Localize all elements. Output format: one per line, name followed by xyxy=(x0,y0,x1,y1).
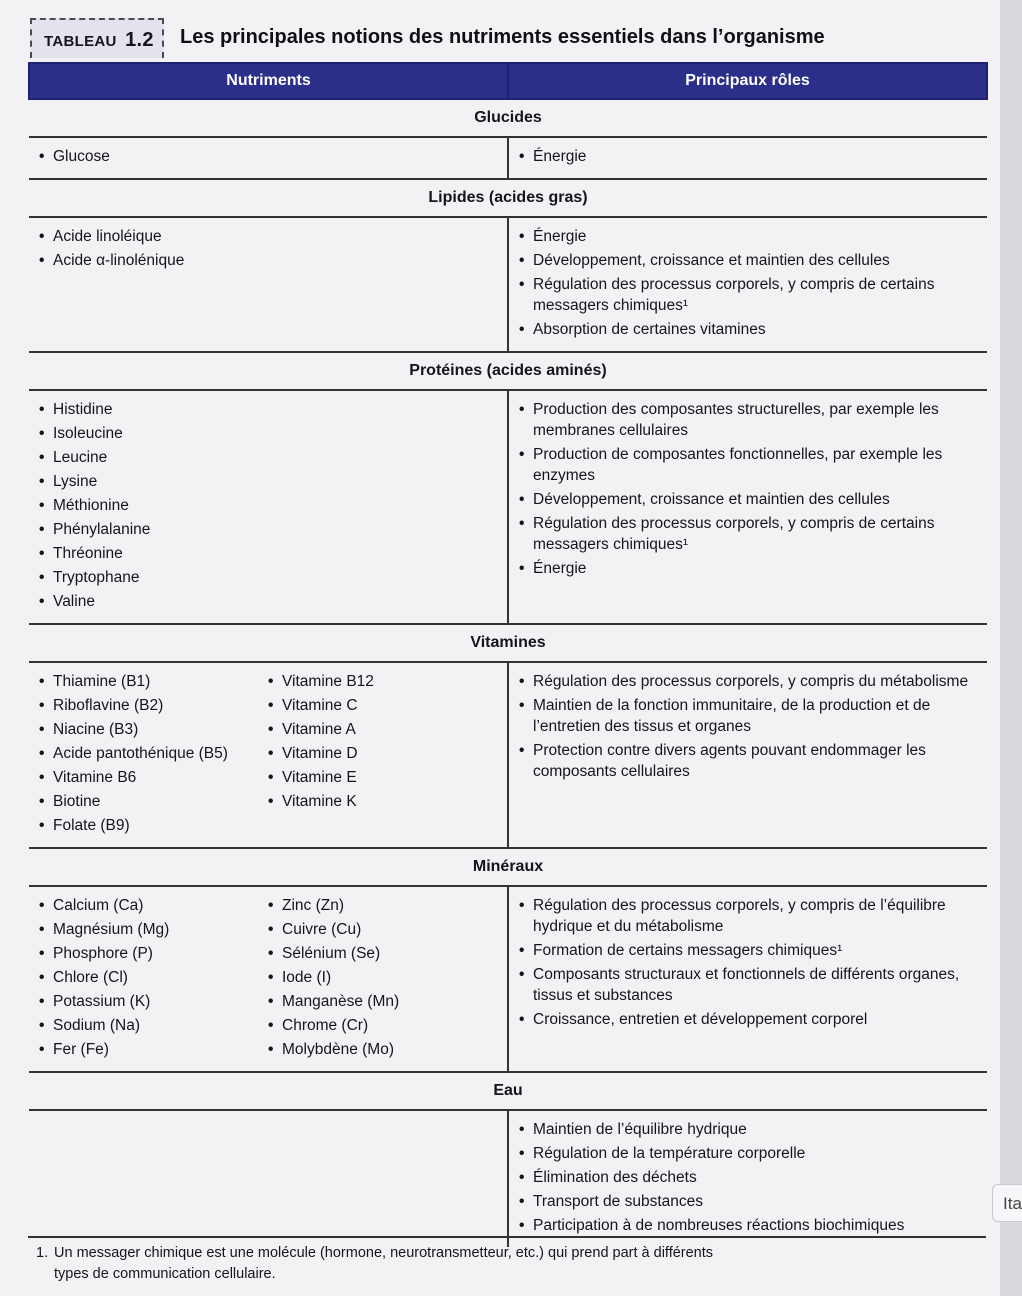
list-item: • Isoleucine xyxy=(39,423,497,444)
list-item: • Magnésium (Mg) xyxy=(39,919,268,940)
list-item: • Maintien de l’équilibre hydrique xyxy=(519,1119,977,1140)
roles-cell xyxy=(508,137,987,179)
list-item: • Vitamine B6 xyxy=(39,767,268,788)
nutrients-cell xyxy=(29,662,508,848)
list-item: • Vitamine E xyxy=(268,767,497,788)
list-item: • Vitamine A xyxy=(268,719,497,740)
nutrients-cell xyxy=(29,1110,508,1247)
list-item: • Production de composantes fonctionnelles, par exemple les enzymes xyxy=(519,444,977,486)
list-item: • Acide α-linolénique xyxy=(39,250,497,271)
list-item: • Leucine xyxy=(39,447,497,468)
nutrients-cell xyxy=(29,390,508,624)
column-header-roles: Principaux rôles xyxy=(508,63,987,99)
list-item: • Cuivre (Cu) xyxy=(268,919,497,940)
section-title-vitamines: Vitamines xyxy=(29,624,987,662)
list-item: • Potassium (K) xyxy=(39,991,268,1012)
list-item: • Acide linoléique xyxy=(39,226,497,247)
list-item: • Régulation des processus corporels, y compris de certains messagers chimiques¹ xyxy=(519,513,977,555)
list-item: • Énergie xyxy=(519,146,977,167)
list-item: • Phosphore (P) xyxy=(39,943,268,964)
roles-cell xyxy=(508,1110,987,1247)
list-item: • Absorption de certaines vitamines xyxy=(519,319,977,340)
footnote-line-2: types de communication cellulaire. xyxy=(54,1266,276,1282)
list-item: • Manganèse (Mn) xyxy=(268,991,497,1012)
list-item: • Thiamine (B1) xyxy=(39,671,268,692)
list-item: • Histidine xyxy=(39,399,497,420)
table-row xyxy=(29,390,987,624)
roles-cell xyxy=(508,662,987,848)
table-bottom-rule xyxy=(28,1236,986,1238)
section-title-lipides: Lipides (acides gras) xyxy=(29,179,987,217)
table-row xyxy=(29,137,987,179)
edge-tab[interactable]: Ita xyxy=(992,1184,1022,1222)
list-item: • Protection contre divers agents pouvant endommager les composants cellulaires xyxy=(519,740,977,782)
section-title-proteines: Protéines (acides aminés) xyxy=(29,352,987,390)
list-item: • Régulation de la température corporelle xyxy=(519,1143,977,1164)
list-item: • Composants structuraux et fonctionnels de différents organes, tissus et substances xyxy=(519,964,977,1006)
list-item: • Formation de certains messagers chimiques¹ xyxy=(519,940,977,961)
table-tag-prefix: TABLEAU xyxy=(44,33,117,50)
list-item: • Acide pantothénique (B5) xyxy=(39,743,268,764)
list-item: • Zinc (Zn) xyxy=(268,895,497,916)
column-header-nutriments: Nutriments xyxy=(29,63,508,99)
list-item: • Développement, croissance et maintien des cellules xyxy=(519,250,977,271)
table-row xyxy=(29,1110,987,1247)
list-item: • Glucose xyxy=(39,146,497,167)
list-item: • Énergie xyxy=(519,226,977,247)
section-title-glucides: Glucides xyxy=(29,99,987,137)
nutrients-cell xyxy=(29,217,508,352)
list-item: • Chlore (Cl) xyxy=(39,967,268,988)
footnote-line-1: Un messager chimique est une molécule (hormone, neurotransmetteur, etc.) qui prend part à différents xyxy=(54,1245,714,1261)
nutrients-cell xyxy=(29,886,508,1072)
list-item: • Calcium (Ca) xyxy=(39,895,268,916)
nutrients-cell xyxy=(29,137,508,179)
list-item: • Participation à de nombreuses réactions biochimiques xyxy=(519,1215,977,1236)
list-item: • Chrome (Cr) xyxy=(268,1015,497,1036)
list-item: • Transport de substances xyxy=(519,1191,977,1212)
list-item: • Fer (Fe) xyxy=(39,1039,268,1060)
list-item: • Vitamine K xyxy=(268,791,497,812)
footnote xyxy=(36,1243,796,1285)
roles-cell xyxy=(508,217,987,352)
list-item: • Iode (I) xyxy=(268,967,497,988)
section-title-mineraux: Minéraux xyxy=(29,848,987,886)
list-item: • Production des composantes structurelles, par exemple les membranes cellulaires xyxy=(519,399,977,441)
list-item: • Molybdène (Mo) xyxy=(268,1039,497,1060)
section-title-eau: Eau xyxy=(29,1072,987,1110)
list-item: • Régulation des processus corporels, y compris de l’équilibre hydrique et du métabolisme xyxy=(519,895,977,937)
table-row xyxy=(29,886,987,1072)
list-item: • Vitamine B12 xyxy=(268,671,497,692)
list-item: • Thréonine xyxy=(39,543,497,564)
list-item: • Sodium (Na) xyxy=(39,1015,268,1036)
footnote-number: 1. xyxy=(36,1245,49,1261)
list-item: • Méthionine xyxy=(39,495,497,516)
list-item: • Vitamine D xyxy=(268,743,497,764)
list-item: • Régulation des processus corporels, y compris du métabolisme xyxy=(519,671,977,692)
table-tag-number: 1.2 xyxy=(125,29,154,51)
list-item: • Développement, croissance et maintien des cellules xyxy=(519,489,977,510)
list-item: • Maintien de la fonction immunitaire, de la production et de l’entretien des tissus et organes xyxy=(519,695,977,737)
list-item: • Tryptophane xyxy=(39,567,497,588)
list-item: • Croissance, entretien et développement corporel xyxy=(519,1009,977,1030)
table-title-row xyxy=(30,18,990,58)
list-item: • Phénylalanine xyxy=(39,519,497,540)
adjacent-page-margin xyxy=(1000,0,1022,1296)
list-item: • Élimination des déchets xyxy=(519,1167,977,1188)
list-item: • Vitamine C xyxy=(268,695,497,716)
list-item: • Niacine (B3) xyxy=(39,719,268,740)
list-item: • Régulation des processus corporels, y compris de certains messagers chimiques¹ xyxy=(519,274,977,316)
list-item: • Sélénium (Se) xyxy=(268,943,497,964)
roles-cell xyxy=(508,886,987,1072)
list-item: • Biotine xyxy=(39,791,268,812)
table-tag xyxy=(30,18,164,58)
table-row xyxy=(29,662,987,848)
list-item: • Riboflavine (B2) xyxy=(39,695,268,716)
list-item: • Énergie xyxy=(519,558,977,579)
table-title: Les principales notions des nutriments essentiels dans l’organisme xyxy=(180,26,825,48)
roles-cell xyxy=(508,390,987,624)
table-row xyxy=(29,217,987,352)
nutrients-table xyxy=(28,62,988,1247)
list-item: • Lysine xyxy=(39,471,497,492)
list-item: • Folate (B9) xyxy=(39,815,268,836)
list-item: • Valine xyxy=(39,591,497,612)
